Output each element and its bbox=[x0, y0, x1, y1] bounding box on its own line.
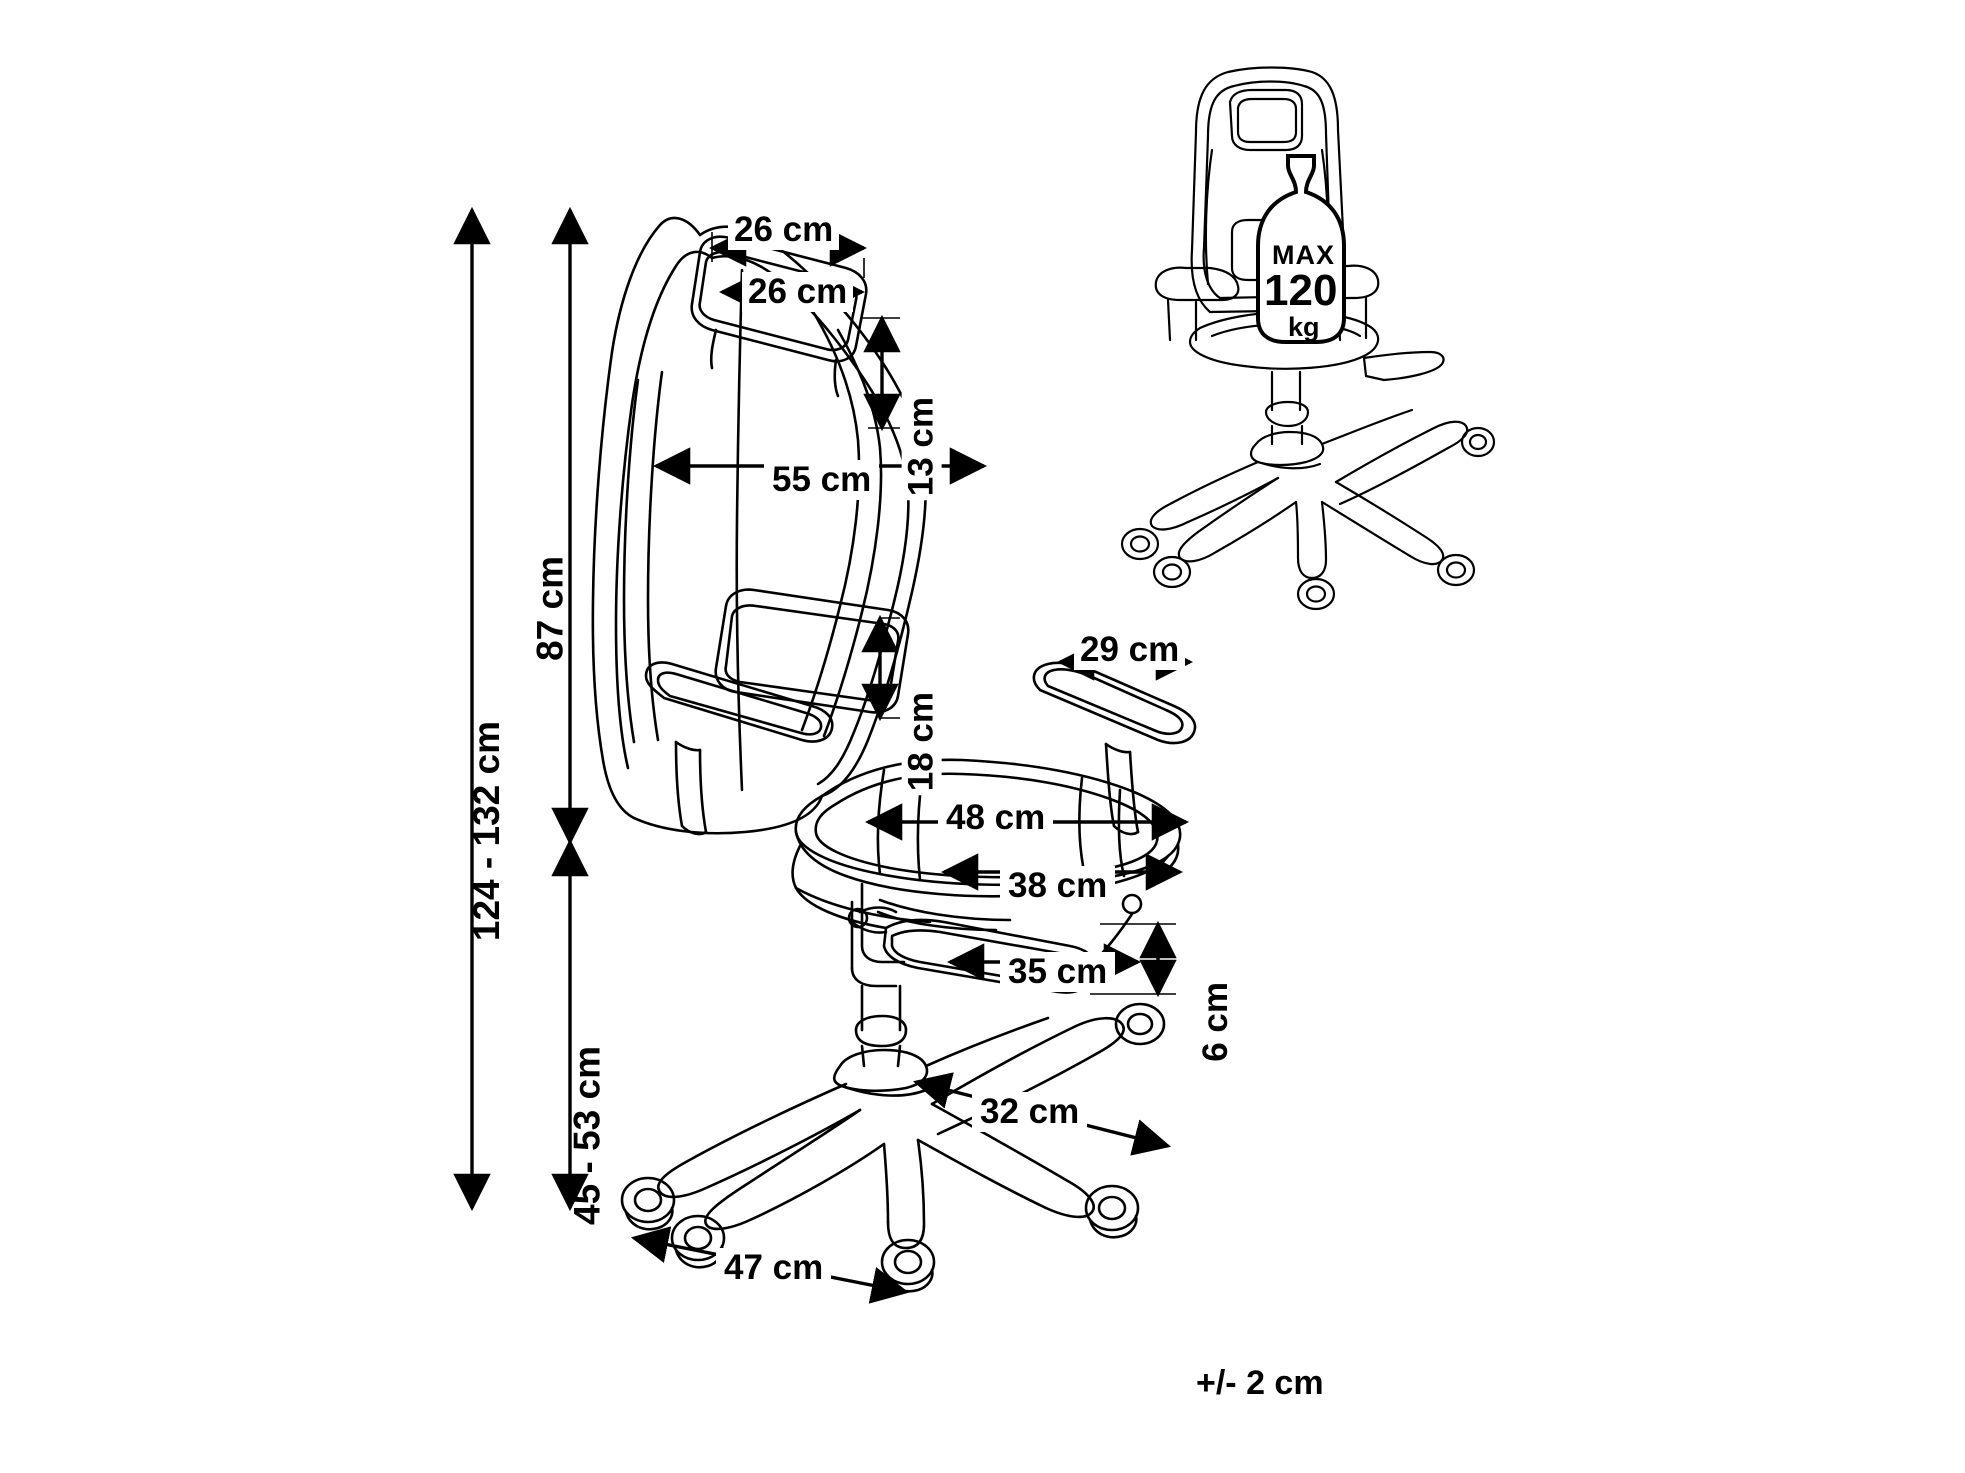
dim-headrest-width-top-label: 26 cm bbox=[728, 210, 839, 250]
dim-seat-depth-total-label: 48 cm bbox=[938, 798, 1053, 838]
dim-armrest-length-label: 29 cm bbox=[1074, 630, 1185, 670]
dim-base-inner-label: 32 cm bbox=[972, 1092, 1087, 1132]
dim-seat-depth-label: 38 cm bbox=[1000, 866, 1115, 906]
dim-seat-height-label: 45 - 53 cm bbox=[566, 1046, 608, 1225]
max-load-value: 120 bbox=[1264, 266, 1338, 315]
dim-backrest-width-label: 55 cm bbox=[764, 460, 879, 500]
max-load-unit: kg bbox=[1288, 312, 1320, 342]
dim-footrest-thickness-label: 6 cm bbox=[1196, 978, 1236, 1066]
dim-base-width-label: 47 cm bbox=[716, 1248, 831, 1288]
dim-lumbar-height-label: 18 cm bbox=[902, 688, 942, 795]
dim-footrest-length-label: 35 cm bbox=[1000, 952, 1115, 992]
dim-headrest-height-label: 13 cm bbox=[902, 393, 942, 500]
dim-backrest-height-label: 87 cm bbox=[529, 556, 571, 661]
dim-headrest-width-inner-label: 26 cm bbox=[742, 272, 853, 312]
tolerance-note: +/- 2 cm bbox=[1196, 1364, 1324, 1402]
dim-total-height-label: 124 - 132 cm bbox=[466, 721, 508, 942]
max-load-prefix: MAX bbox=[1272, 240, 1335, 270]
